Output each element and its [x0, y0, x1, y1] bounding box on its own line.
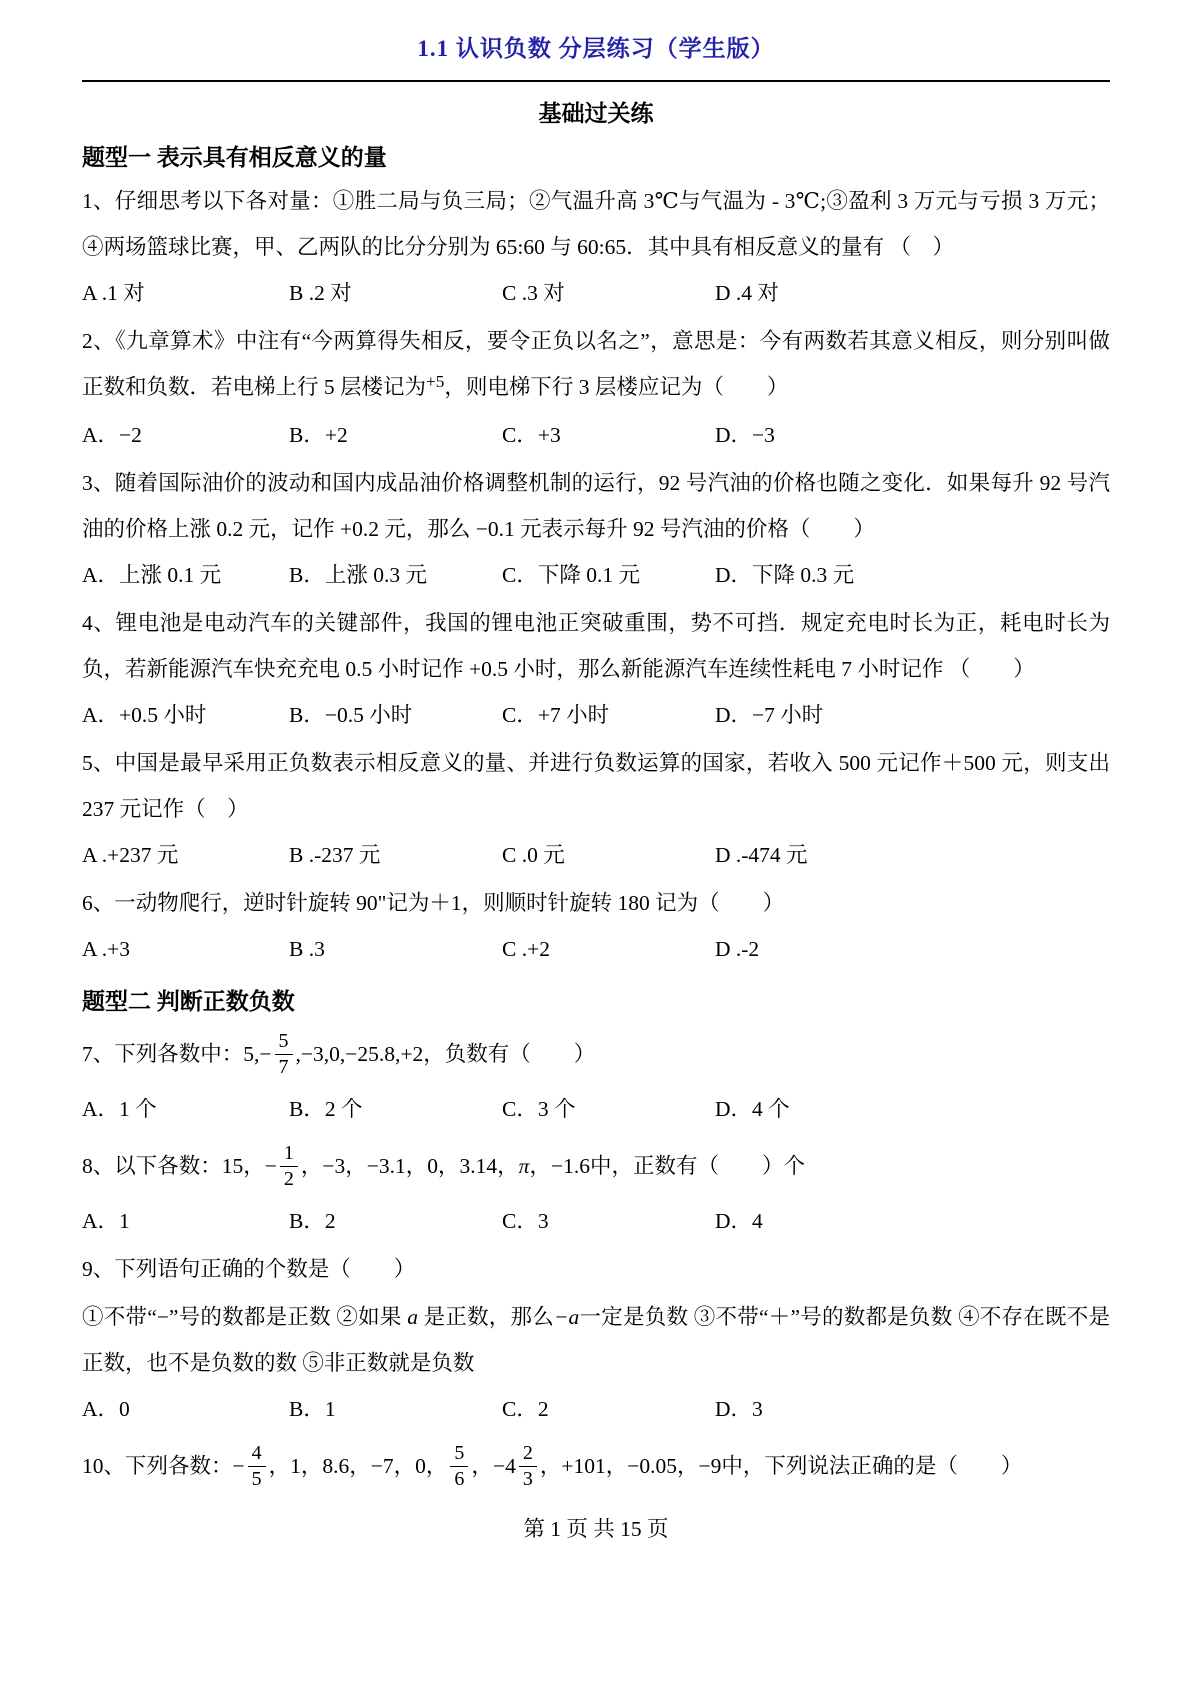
q8-option-a: A．1: [82, 1209, 130, 1233]
q3-options: [82, 552, 1110, 598]
q9-variable-neg-a: −a: [554, 1305, 580, 1329]
q10-fraction-3: [519, 1442, 537, 1490]
q7-options: [82, 1086, 1110, 1132]
q5-option-d: D .-474 元: [715, 843, 808, 867]
q3-stem: 3、随着国际油价的波动和国内成品油价格调整机制的运行，92 号汽油的价格也随之变化．如果每升 92 号汽油的价格上涨 0.2 元，记作 +0.2 元，那么 −0.1 元表示每升 92 号汽油的价格（ ）: [82, 471, 1110, 541]
q5-stem: 5、中国是最早采用正负数表示相反意义的量、并进行负数运算的国家，若收入 500 元记作＋500 元，则支出 237 元记作（ ）: [82, 751, 1110, 821]
q10-fraction-1: [248, 1442, 266, 1490]
q8-mid-text: ，−3，−3.1，0，3.14，: [300, 1154, 519, 1178]
q8-minus-sign: −: [264, 1154, 277, 1178]
q9-option-a: A．0: [82, 1397, 130, 1421]
q6-options: [82, 926, 1110, 972]
q10-tail-text: ，+101，−0.05，−9中，下列说法正确的是（ ）: [539, 1454, 1023, 1478]
q1-stem: 1、仔细思考以下各对量：①胜二局与负三局；②气温升高 3℃与气温为 - 3℃;③盈利 3 万元与亏损 3 万元；④两场篮球比赛，甲、乙两队的比分分别为 65:60 与 60:65．其中具有相反意义的量有 （ ）: [82, 189, 1110, 259]
q7-math-pre: 5,−: [243, 1042, 272, 1066]
q8-lead: 8、以下各数：15，: [82, 1154, 265, 1178]
q8-tail-text: ，−1.6中，正数有（ ）个: [529, 1154, 805, 1178]
q10-minus-sign: −: [232, 1454, 245, 1478]
q10-lead: 10、下列各数：: [82, 1454, 233, 1478]
q8-pi-symbol: π: [518, 1154, 530, 1178]
q7-lead: 7、下列各数中：: [82, 1042, 244, 1066]
q9-variable-a: a: [407, 1305, 418, 1329]
page-footer: 第 1 页 共 15 页: [523, 1517, 669, 1541]
q9-statements: [82, 1294, 1110, 1386]
q1-option-b: B .2 对: [289, 281, 352, 305]
q9-option-d: D．3: [715, 1397, 763, 1421]
topic2-heading: 题型二 判断正数负数: [82, 989, 295, 1014]
q2-stem: [82, 318, 1110, 412]
q10-fraction-3-numerator: 2: [519, 1442, 537, 1466]
q7-option-a: A．1 个: [82, 1097, 157, 1121]
q3-option-d: D．下降 0.3 元: [715, 563, 855, 587]
topic1-heading: 题型一 表示具有相反意义的量: [82, 145, 387, 170]
q6-option-c: C .+2: [502, 937, 550, 961]
q7-tail: ，负数有（ ）: [423, 1042, 596, 1066]
q9-stem: 9、下列语句正确的个数是（ ）: [82, 1257, 416, 1281]
q4-option-b: B．−0.5 小时: [289, 703, 413, 727]
q5-option-b: B .-237 元: [289, 843, 381, 867]
q8-fraction-numerator: 1: [280, 1142, 298, 1166]
q1-option-c: C .3 对: [502, 281, 565, 305]
q4-option-a: A．+0.5 小时: [82, 703, 207, 727]
q9-option-b: B．1: [289, 1397, 336, 1421]
q8-stem: [82, 1134, 1110, 1198]
q8-option-b: B．2: [289, 1209, 336, 1233]
q7-option-d: D．4 个: [715, 1097, 790, 1121]
q2-option-b: B．+2: [289, 423, 348, 447]
q6-stem: 6、一动物爬行，逆时针旋转 90"记为＋1，则顺时针旋转 180 记为（ ）: [82, 891, 785, 915]
q9-statement-text-3: 一定是负数 ③不带“＋”号的数都是负数 ④不存在既不是正数，也不是负数的数 ⑤非正数就是负数: [82, 1305, 1110, 1375]
q7-option-c: C．3 个: [502, 1097, 576, 1121]
q1-option-a: A .1 对: [82, 281, 145, 305]
q7-fraction: [275, 1030, 293, 1078]
q3-option-a: A．上涨 0.1 元: [82, 563, 222, 587]
q4-stem: 4、锂电池是电动汽车的关键部件，我国的锂电池正突破重围，势不可挡．规定充电时长为正，耗电时长为负，若新能源汽车快充充电 0.5 小时记作 +0.5 小时，那么新能源汽车连续性耗电 7 小时记作 （ ）: [82, 611, 1110, 681]
q2-option-d: D．−3: [715, 423, 775, 447]
q2-option-a: A．−2: [82, 423, 142, 447]
q8-option-d: D．4: [715, 1209, 763, 1233]
q9-statement-text-1: ①不带“−”号的数都是正数 ②如果: [82, 1305, 408, 1329]
q5-options: [82, 832, 1110, 878]
q6-option-d: D .-2: [715, 937, 760, 961]
page-title: 1.1 认识负数 分层练习（学生版）: [417, 36, 775, 61]
q7-option-b: B．2 个: [289, 1097, 363, 1121]
q2-options: [82, 412, 1110, 458]
q10-fraction-1-denominator: 5: [251, 1467, 262, 1490]
q9-option-c: C．2: [502, 1397, 549, 1421]
q8-option-c: C．3: [502, 1209, 549, 1233]
q2-stem-text-pre: 2、《九章算术》中注有“今两算得失相反，要令正负以名之”，意思是：今有两数若其意义相反，则分别叫做正数和负数．若电梯上行 5 层楼记为: [82, 329, 1110, 399]
section-title: 基础过关练: [538, 101, 654, 126]
q2-stem-text-post: ，则电梯下行 3 层楼应记为（ ）: [444, 375, 789, 399]
q3-option-c: C．下降 0.1 元: [502, 563, 640, 587]
q2-option-c: C．+3: [502, 423, 561, 447]
q2-superscript: +5: [426, 372, 445, 392]
q10-mid-text-1: ，1，8.6，−7，0，: [268, 1454, 448, 1478]
q9-options: [82, 1386, 1110, 1432]
q6-option-b: B .3: [289, 937, 325, 961]
q8-fraction: [280, 1142, 298, 1190]
q7-fraction-numerator: 5: [275, 1030, 293, 1054]
q9-statement-text-2: 是正数，那么: [417, 1305, 555, 1329]
q10-fraction-1-numerator: 4: [248, 1442, 266, 1466]
title-divider: [82, 80, 1110, 82]
q4-option-c: C．+7 小时: [502, 703, 610, 727]
q7-stem: [82, 1022, 1110, 1086]
q6-option-a: A .+3: [82, 937, 130, 961]
q7-math-post: ,−3,0,−25.8,+2: [295, 1042, 424, 1066]
q10-mid-text-2: ，: [471, 1454, 493, 1478]
q10-mixed-number-whole: −4: [492, 1454, 516, 1478]
q4-option-d: D．−7 小时: [715, 703, 824, 727]
q5-option-a: A .+237 元: [82, 843, 179, 867]
q8-fraction-denominator: 2: [283, 1167, 294, 1190]
q10-fraction-2: [450, 1442, 468, 1490]
q3-option-b: B．上涨 0.3 元: [289, 563, 427, 587]
q10-stem: [82, 1434, 1110, 1498]
q10-fraction-2-denominator: 6: [454, 1467, 465, 1490]
q10-fraction-2-numerator: 5: [450, 1442, 468, 1466]
q8-options: [82, 1198, 1110, 1244]
q4-options: [82, 692, 1110, 738]
q1-options: [82, 270, 1110, 316]
q7-fraction-denominator: 7: [278, 1055, 289, 1078]
q5-option-c: C .0 元: [502, 843, 565, 867]
q1-option-d: D .4 对: [715, 281, 779, 305]
q10-fraction-3-denominator: 3: [522, 1467, 533, 1490]
